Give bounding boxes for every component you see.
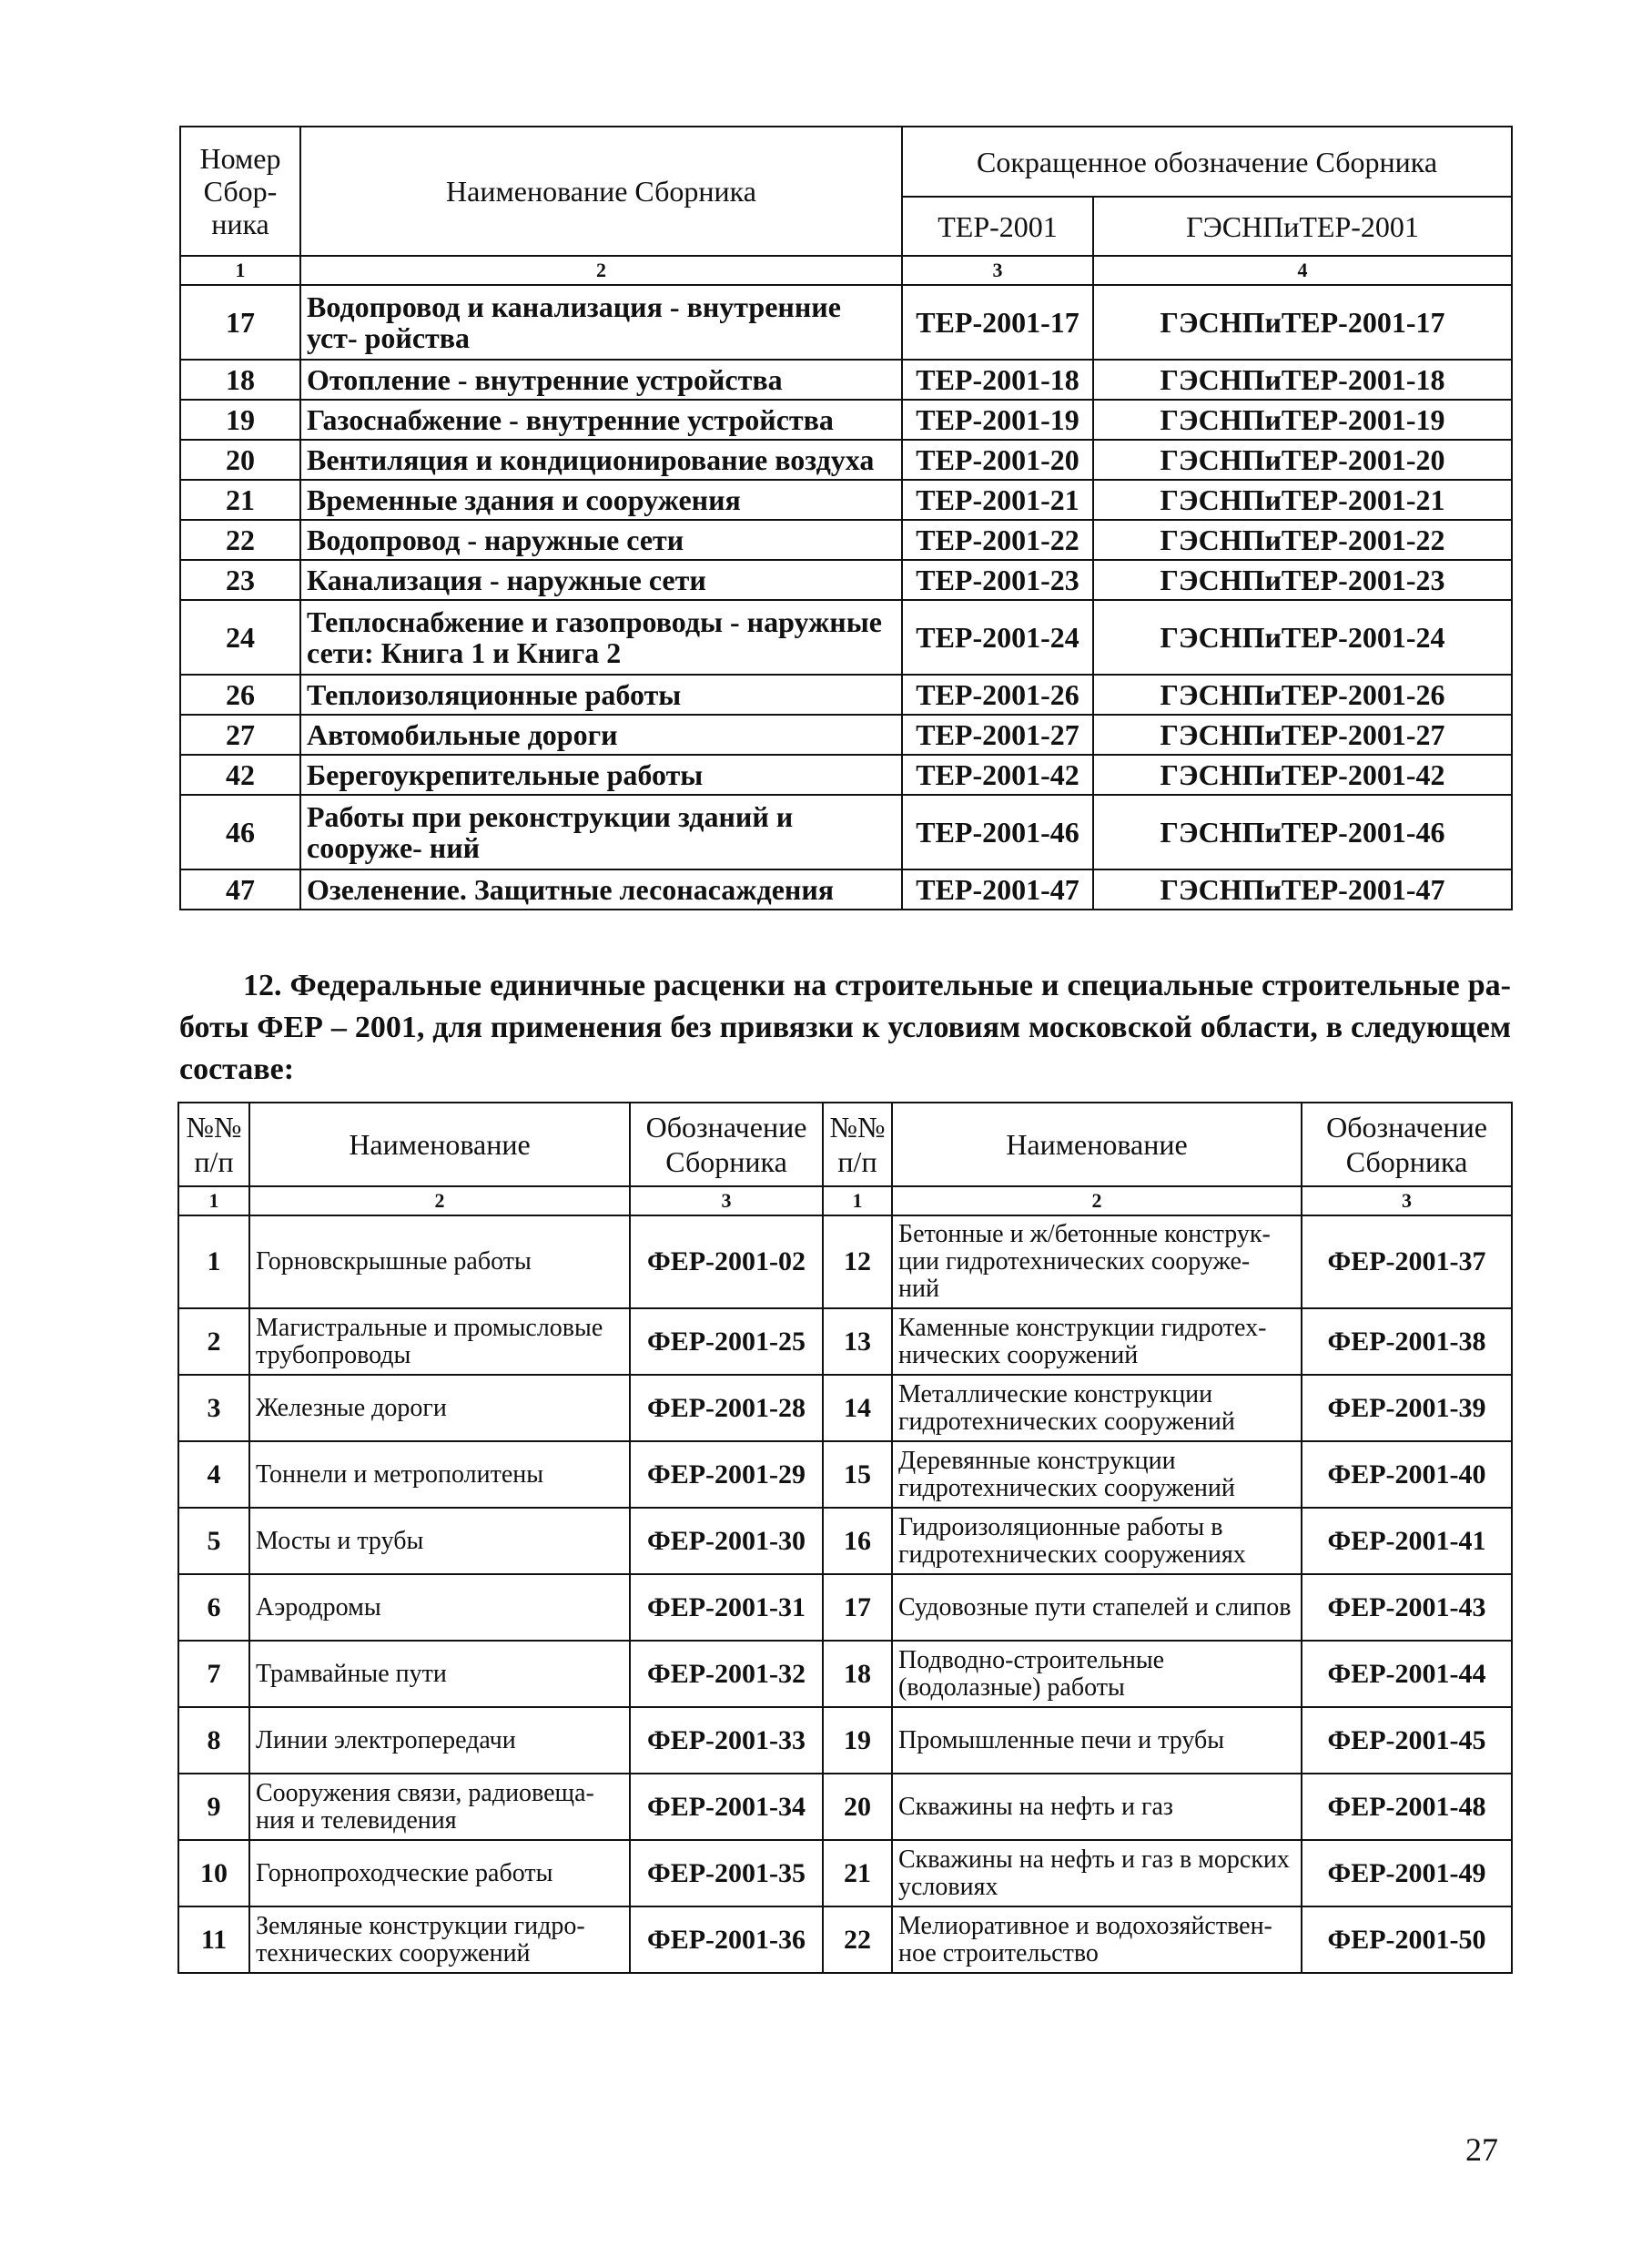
table-row [178,1774,1512,1840]
row-number-left: 2 [178,1308,249,1375]
row-name: Автомобильные дороги [300,715,902,755]
row-name: Озеленение. Защитные лесонасаждения [300,869,902,910]
table1-body [180,285,1512,910]
row-number-left: 5 [178,1508,249,1574]
index-cell: 1 [178,1186,249,1215]
index-cell: 3 [630,1186,823,1215]
header-code-right: Обозначение Сборника [1302,1103,1512,1186]
row-code-right: ФЕР-2001-43 [1302,1574,1512,1641]
row-name: Канализация - наружные сети [300,560,902,600]
row-name-left: Трамвайные пути [249,1641,630,1707]
row-code-right: ФЕР-2001-44 [1302,1641,1512,1707]
row-gesn-code: ГЭСНПиТЕР-2001-22 [1093,520,1512,560]
row-name-right: Каменные конструкции гидротех- нических сооружений [892,1308,1302,1375]
table-row [180,675,1512,715]
row-name: Временные здания и сооружения [300,480,902,520]
index-cell: 1 [180,256,300,285]
row-ter-code: ТЕР-2001-23 [902,560,1093,600]
header-num-left: №№ п/п [178,1103,249,1186]
header-gesn: ГЭСНПиТЕР-2001 [1093,197,1512,256]
index-cell: 4 [1093,256,1512,285]
row-name-left: Горновскрышные работы [249,1215,630,1308]
table-row [180,520,1512,560]
section-paragraph: 12. Федеральные единичные расценки на строительные и специальные строительные ра- боты ФЕР – 2001, для применения без привязки к условиям московской области, в следующем составе: [179,969,1511,1086]
row-name: Теплоснабжение и газопроводы - наружные сети: Книга 1 и Книга 2 [300,600,902,675]
row-number: 42 [180,755,300,795]
row-number: 24 [180,600,300,675]
row-name-left: Земляные конструкции гидро- технических сооружений [249,1906,630,1973]
row-gesn-code: ГЭСНПиТЕР-2001-17 [1093,285,1512,360]
row-name-left: Сооружения связи, радиовеща- ния и телевидения [249,1774,630,1840]
row-number: 21 [180,480,300,520]
row-number-right: 22 [823,1906,892,1973]
index-cell: 2 [249,1186,630,1215]
row-code-left: ФЕР-2001-33 [630,1707,823,1774]
row-code-left: ФЕР-2001-28 [630,1375,823,1441]
row-ter-code: ТЕР-2001-26 [902,675,1093,715]
row-name-right: Судовозные пути стапелей и слипов [892,1574,1302,1641]
row-name-right: Скважины на нефть и газ в морских условиях [892,1840,1302,1906]
row-name-left: Мосты и трубы [249,1508,630,1574]
row-ter-code: ТЕР-2001-19 [902,400,1093,440]
table-row [180,360,1512,400]
row-code-right: ФЕР-2001-48 [1302,1774,1512,1840]
row-name: Водопровод и канализация - внутренние уст- ройства [300,285,902,360]
header-name-right: Наименование [892,1103,1302,1186]
row-ter-code: ТЕР-2001-47 [902,869,1093,910]
row-gesn-code: ГЭСНПиТЕР-2001-27 [1093,715,1512,755]
row-ter-code: ТЕР-2001-22 [902,520,1093,560]
row-number-left: 8 [178,1707,249,1774]
index-cell: 3 [1302,1186,1512,1215]
row-code-left: ФЕР-2001-34 [630,1774,823,1840]
row-number: 26 [180,675,300,715]
row-code-right: ФЕР-2001-37 [1302,1215,1512,1308]
row-ter-code: ТЕР-2001-20 [902,440,1093,480]
row-gesn-code: ГЭСНПиТЕР-2001-42 [1093,755,1512,795]
row-number: 22 [180,520,300,560]
row-number-right: 17 [823,1574,892,1641]
table-row [180,440,1512,480]
index-row [178,1186,1512,1215]
row-name: Теплоизоляционные работы [300,675,902,715]
row-number: 47 [180,869,300,910]
row-number-left: 7 [178,1641,249,1707]
row-ter-code: ТЕР-2001-27 [902,715,1093,755]
row-ter-code: ТЕР-2001-21 [902,480,1093,520]
row-ter-code: ТЕР-2001-18 [902,360,1093,400]
row-ter-code: ТЕР-2001-42 [902,755,1093,795]
row-gesn-code: ГЭСНПиТЕР-2001-24 [1093,600,1512,675]
header-name: Наименование Сборника [300,127,902,256]
row-number: 46 [180,795,300,869]
row-number: 23 [180,560,300,600]
table-row [180,480,1512,520]
table-row [180,560,1512,600]
row-code-left: ФЕР-2001-02 [630,1215,823,1308]
row-name-right: Скважины на нефть и газ [892,1774,1302,1840]
table-row [178,1308,1512,1375]
row-gesn-code: ГЭСНПиТЕР-2001-47 [1093,869,1512,910]
header-code-left: Обозначение Сборника [630,1103,823,1186]
row-name: Работы при реконструкции зданий и сооруже- ний [300,795,902,869]
index-cell: 1 [823,1186,892,1215]
row-number: 17 [180,285,300,360]
row-name-left: Тоннели и метрополитены [249,1441,630,1508]
table-row [178,1508,1512,1574]
table-row [178,1840,1512,1906]
row-number: 27 [180,715,300,755]
row-gesn-code: ГЭСНПиТЕР-2001-20 [1093,440,1512,480]
table-row [180,600,1512,675]
row-number-left: 4 [178,1441,249,1508]
index-cell: 2 [892,1186,1302,1215]
table-row [180,869,1512,910]
row-code-right: ФЕР-2001-41 [1302,1508,1512,1574]
index-cell: 2 [300,256,902,285]
row-number-right: 12 [823,1215,892,1308]
row-number-right: 13 [823,1308,892,1375]
row-name-right: Гидроизоляционные работы в гидротехнических сооружениях [892,1508,1302,1574]
collections-table-ter [179,126,1513,910]
row-name-left: Линии электропередачи [249,1707,630,1774]
row-number-right: 21 [823,1840,892,1906]
row-code-left: ФЕР-2001-30 [630,1508,823,1574]
row-name: Вентиляция и кондиционирование воздуха [300,440,902,480]
table-row [180,715,1512,755]
row-gesn-code: ГЭСНПиТЕР-2001-26 [1093,675,1512,715]
row-name-right: Мелиоративное и водохозяйствен- ное строительство [892,1906,1302,1973]
row-gesn-code: ГЭСНПиТЕР-2001-19 [1093,400,1512,440]
row-name-right: Деревянные конструкции гидротехнических сооружений [892,1441,1302,1508]
row-code-left: ФЕР-2001-35 [630,1840,823,1906]
row-code-left: ФЕР-2001-25 [630,1308,823,1375]
row-name: Газоснабжение - внутренние устройства [300,400,902,440]
table-row [178,1707,1512,1774]
row-number: 19 [180,400,300,440]
row-number-left: 11 [178,1906,249,1973]
row-number: 20 [180,440,300,480]
table-row [180,400,1512,440]
header-ter: ТЕР-2001 [902,197,1093,256]
row-ter-code: ТЕР-2001-24 [902,600,1093,675]
row-gesn-code: ГЭСНПиТЕР-2001-18 [1093,360,1512,400]
header-number: Номер Сбор- ника [180,127,300,256]
row-code-right: ФЕР-2001-45 [1302,1707,1512,1774]
row-code-left: ФЕР-2001-31 [630,1574,823,1641]
row-name-right: Промышленные печи и трубы [892,1707,1302,1774]
row-code-right: ФЕР-2001-38 [1302,1308,1512,1375]
table-row [178,1641,1512,1707]
table-row [178,1574,1512,1641]
row-name-right: Бетонные и ж/бетонные конструк- ции гидротехнических сооруже- ний [892,1215,1302,1308]
row-number-left: 1 [178,1215,249,1308]
row-number: 18 [180,360,300,400]
header-name-left: Наименование [249,1103,630,1186]
header-num-right: №№ п/п [823,1103,892,1186]
row-name: Водопровод - наружные сети [300,520,902,560]
row-number-right: 14 [823,1375,892,1441]
table2-body [178,1215,1512,1973]
collections-table-fer [177,1102,1513,1974]
row-gesn-code: ГЭСНПиТЕР-2001-46 [1093,795,1512,869]
index-cell: 3 [902,256,1093,285]
table-row [180,755,1512,795]
row-number-left: 10 [178,1840,249,1906]
row-code-right: ФЕР-2001-49 [1302,1840,1512,1906]
row-name-left: Железные дороги [249,1375,630,1441]
row-name-left: Аэродромы [249,1574,630,1641]
row-gesn-code: ГЭСНПиТЕР-2001-21 [1093,480,1512,520]
row-number-left: 3 [178,1375,249,1441]
row-number-right: 19 [823,1707,892,1774]
row-name-left: Магистральные и промысловые трубопроводы [249,1308,630,1375]
row-gesn-code: ГЭСНПиТЕР-2001-23 [1093,560,1512,600]
table-row [178,1215,1512,1308]
row-name-left: Горнопроходческие работы [249,1840,630,1906]
row-number-right: 16 [823,1508,892,1574]
page-number: 27 [1465,2131,1498,2168]
row-number-right: 18 [823,1641,892,1707]
row-code-right: ФЕР-2001-39 [1302,1375,1512,1441]
row-number-left: 9 [178,1774,249,1840]
row-ter-code: ТЕР-2001-17 [902,285,1093,360]
row-number-right: 15 [823,1441,892,1508]
row-code-right: ФЕР-2001-40 [1302,1441,1512,1508]
row-code-left: ФЕР-2001-29 [630,1441,823,1508]
row-number-right: 20 [823,1774,892,1840]
row-ter-code: ТЕР-2001-46 [902,795,1093,869]
row-name: Берегоукрепительные работы [300,755,902,795]
row-number-left: 6 [178,1574,249,1641]
header-short: Сокращенное обозначение Сборника [902,127,1512,197]
table-row [180,795,1512,869]
table-row [178,1441,1512,1508]
row-code-left: ФЕР-2001-36 [630,1906,823,1973]
table-row [178,1375,1512,1441]
row-code-right: ФЕР-2001-50 [1302,1906,1512,1973]
row-name-right: Металлические конструкции гидротехнических сооружений [892,1375,1302,1441]
row-code-left: ФЕР-2001-32 [630,1641,823,1707]
table-row [180,285,1512,360]
row-name: Отопление - внутренние устройства [300,360,902,400]
row-name-right: Подводно-строительные (водолазные) работы [892,1641,1302,1707]
table-row [178,1906,1512,1973]
index-row [180,256,1512,285]
